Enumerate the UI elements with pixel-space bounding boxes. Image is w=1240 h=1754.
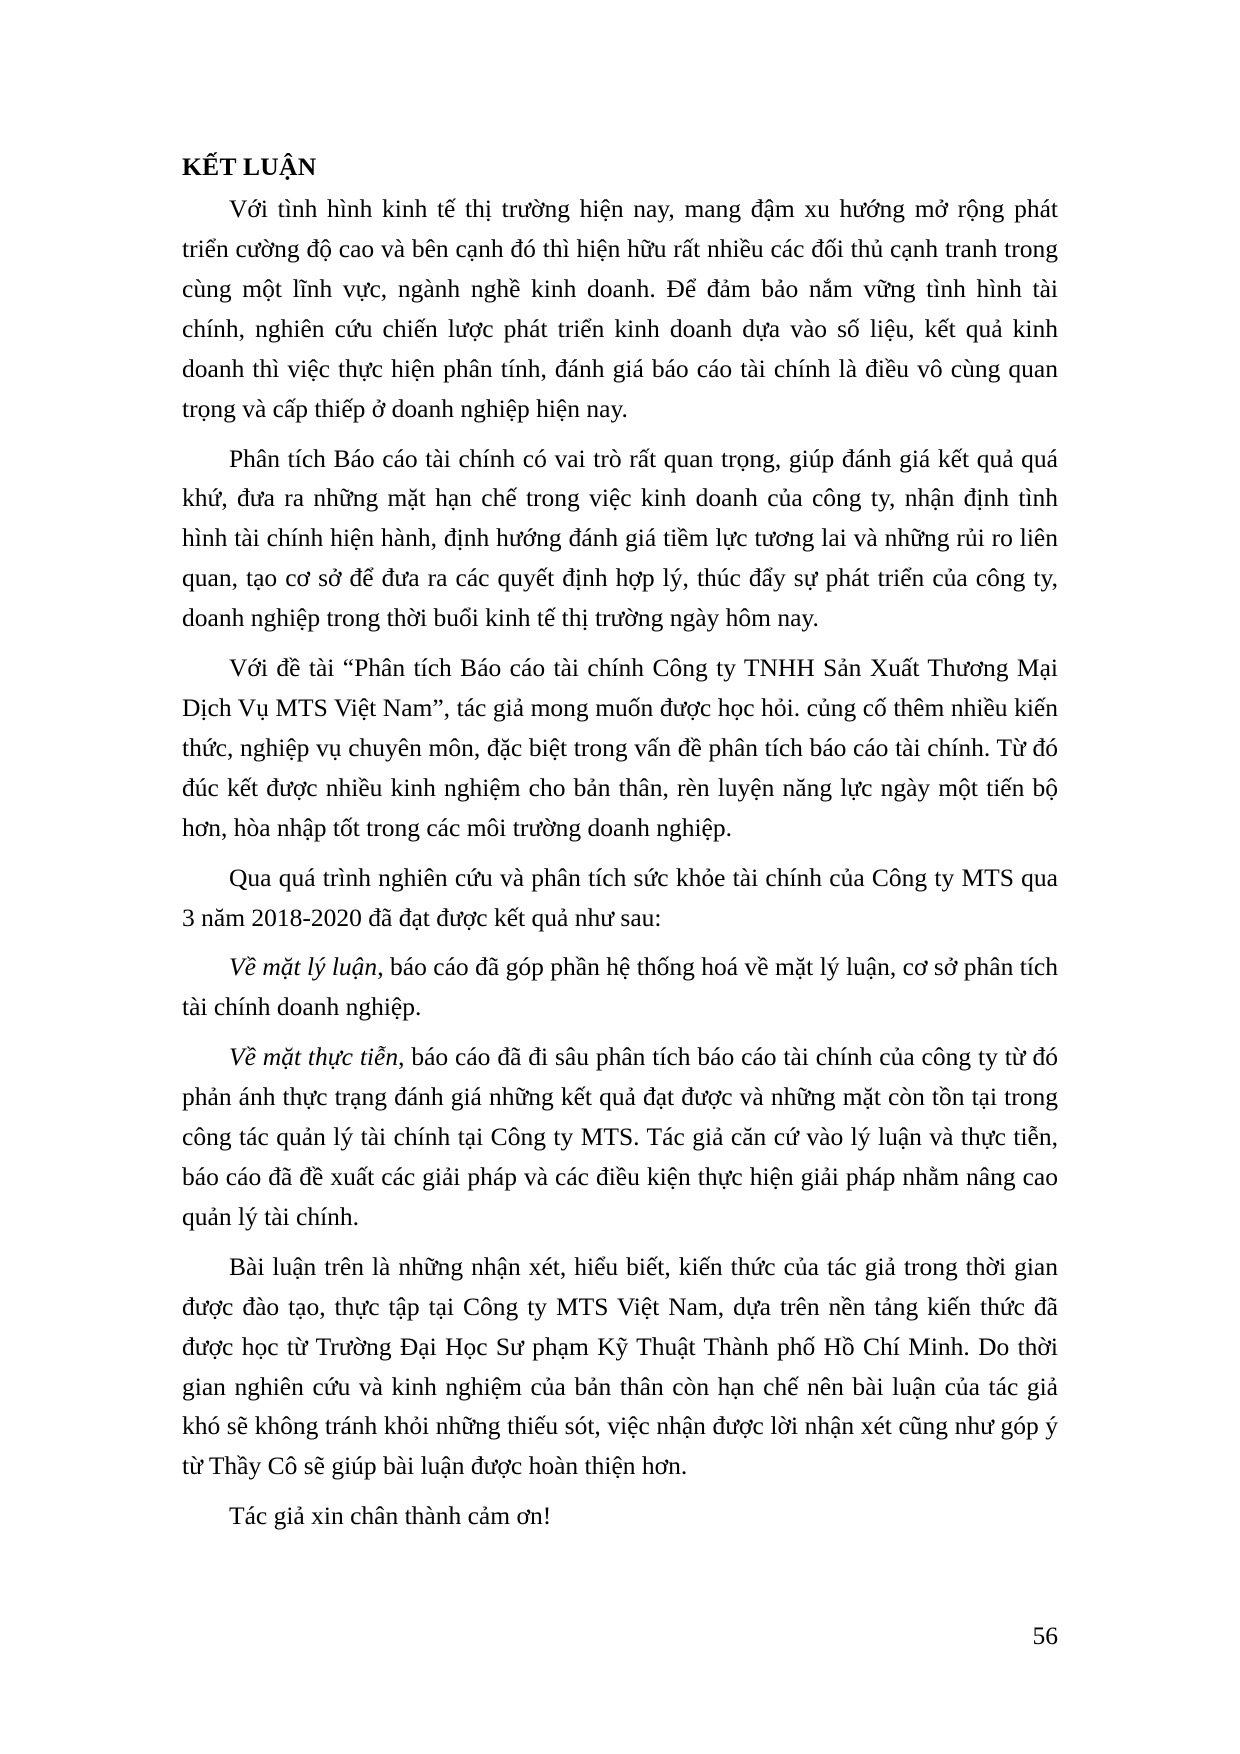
paragraph-8: Tác giả xin chân thành cảm ơn! bbox=[229, 1501, 552, 1531]
paragraph-4: Qua quá trình nghiên cứu và phân tích sức khỏe tài chính của Công ty MTS qua 3 năm 2018-2020 đã đạt được kết quả như sau: bbox=[182, 862, 1058, 932]
page-content bbox=[182, 150, 1058, 1536]
paragraph-5-lead: Về mặt lý luận bbox=[229, 952, 378, 982]
paragraph-2: Phân tích Báo cáo tài chính có vai trò rất quan trọng, giúp đánh giá kết quả quá khứ, đưa ra những mặt hạn chế trong việc kinh doanh của công ty, nhận định tình hình tài chính hiện hành, định hướng đánh giá tiềm lực tương lai và những rủi ro liên quan, tạo cơ sở để đưa ra các quyết định hợp lý, thúc đẩy sự phát triển của công ty, doanh nghiệp trong thời buổi kinh tế thị trường ngày hôm nay. bbox=[182, 443, 1058, 633]
page-number: 56 bbox=[1032, 1620, 1058, 1650]
page-title: KẾT LUẬN bbox=[182, 152, 317, 181]
paragraph-6-body: , báo cáo đã đi sâu phân tích báo cáo tài chính của công ty từ đó phản ánh thực trạng đánh giá những kết quả đạt được và những mặt còn tồn tại trong công tác quản lý tài chính tại Công ty MTS. Tác giả căn cứ vào lý luận và thực tiễn, báo cáo đã đề xuất các giải pháp và các điều kiện thực hiện giải pháp nhằm nâng cao quản lý tài chính. bbox=[182, 1042, 1058, 1231]
paragraph-6 bbox=[182, 1037, 1058, 1237]
paragraph-5-body: , báo cáo đã góp phần hệ thống hoá về mặt lý luận, cơ sở phân tích tài chính doanh nghiệp. bbox=[182, 952, 1058, 1022]
paragraph-7: Bài luận trên là những nhận xét, hiểu biết, kiến thức của tác giả trong thời gian được đào tạo, thực tập tại Công ty MTS Việt Nam, dựa trên nền tảng kiến thức đã được học từ Trường Đại Học Sư phạm Kỹ Thuật Thành phố Hồ Chí Minh. Do thời gian nghiên cứu và kinh nghiệm của bản thân còn hạn chế nên bài luận của tác giả khó sẽ không tránh khỏi những thiếu sót, việc nhận được lời nhận xét cũng như góp ý từ Thầy Cô sẽ giúp bài luận được hoàn thiện hơn. bbox=[182, 1251, 1058, 1481]
paragraph-5 bbox=[182, 947, 1058, 1027]
paragraph-3: Với đề tài “Phân tích Báo cáo tài chính Công ty TNHH Sản Xuất Thương Mại Dịch Vụ MTS Việt Nam”, tác giả mong muốn được học hỏi. củng cố thêm nhiều kiến thức, nghiệp vụ chuyên môn, đặc biệt trong vấn đề phân tích báo cáo tài chính. Từ đó đúc kết được nhiều kinh nghiệm cho bản thân, rèn luyện năng lực ngày một tiến bộ hơn, hòa nhập tốt trong các môi trường doanh nghiệp. bbox=[182, 653, 1058, 842]
paragraph-1: Với tình hình kinh tế thị trường hiện nay, mang đậm xu hướng mở rộng phát triển cường độ cao và bên cạnh đó thì hiện hữu rất nhiều các đối thủ cạnh tranh trong cùng một lĩnh vực, ngành nghề kinh doanh. Để đảm bảo nắm vững tình hình tài chính, nghiên cứu chiến lược phát triển kinh doanh dựa vào số liệu, kết quả kinh doanh thì việc thực hiện phân tính, đánh giá báo cáo tài chính là điều vô cùng quan trọng và cấp thiếp ở doanh nghiệp hiện nay. bbox=[182, 194, 1058, 423]
paragraph-6-lead: Về mặt thực tiễn bbox=[229, 1042, 399, 1072]
